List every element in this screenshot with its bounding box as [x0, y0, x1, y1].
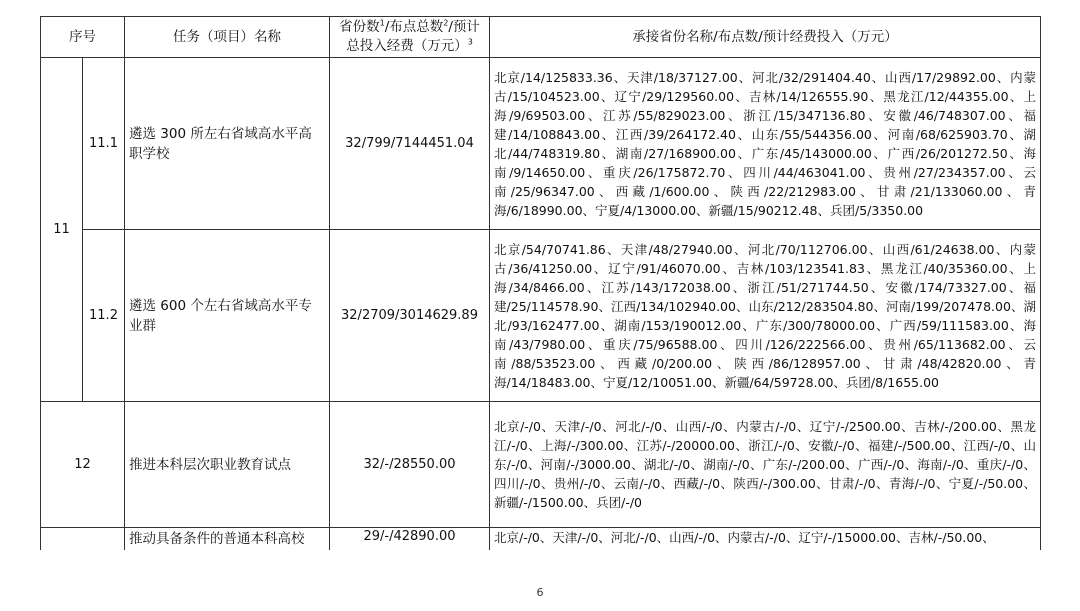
seq-cell: 11	[41, 58, 83, 402]
table-row	[41, 230, 1041, 402]
page-number: 6	[536, 586, 544, 599]
table-row	[41, 58, 1041, 230]
seq-cell	[41, 528, 125, 551]
distribution-cell: 北京/54/70741.86、天津/48/27940.00、河北/70/112706.00、山西/61/24638.00、内蒙古/36/41250.00、辽宁/91/46070.00、吉林/103/123541.83、黑龙江/40/35360.00、上海/34/8466.00、江苏/143/172038.00、浙江/51/271744.50、安徽/174/73327.00、福建/25/114578.90、江西/134/102940.00、山东/212/283504.80、河南/199/207478.00、湖北/93/162477.00、湖南/153/190012.00、广东/300/78000.00、广西/59/111583.00、海南/43/7980.00、重庆/75/96588.00、四川/126/222566.00、贵州/65/113682.00、云南/88/53523.00、西藏/0/200.00、陕西/86/128957.00、甘肃/48/42820.00、青海/14/18483.00、宁夏/12/10051.00、新疆/64/59728.00、兵团/8/1655.00	[490, 230, 1041, 402]
distribution-cell: 北京/14/125833.36、天津/18/37127.00、河北/32/291404.40、山西/17/29892.00、内蒙古/15/104523.00、辽宁/29/129560.00、吉林/14/126555.90、黑龙江/12/44355.00、上海/9/69503.00、江苏/55/829023.00、浙江/15/347136.80、安徽/46/748307.00、福建/14/108843.00、江西/39/264172.40、山东/55/544356.00、河南/68/625903.70、湖北/44/748319.80、湖南/27/168900.00、广东/45/143000.00、广西/26/201272.50、海南/9/14650.00、重庆/26/175872.70、四川/44/463041.00、贵州/27/234357.00、云南/25/96347.00、西藏/1/600.00、陕西/22/212983.00、甘肃/21/133060.00、青海/6/18990.00、宁夏/4/13000.00、新疆/15/90212.48、兵团/5/3350.00	[490, 58, 1041, 230]
task-name-cell: 遴选 300 所左右省域高水平高职学校	[125, 58, 330, 230]
total-cell: 29/-/42890.00	[330, 528, 490, 551]
header-task-name: 任务（项目）名称	[125, 17, 330, 58]
sub-seq-cell: 11.2	[83, 230, 125, 402]
table-header-row	[41, 17, 1041, 58]
sub-seq-cell: 11.1	[83, 58, 125, 230]
table-row	[41, 402, 1041, 528]
task-table	[40, 16, 1041, 550]
task-name-cell: 推进本科层次职业教育试点	[125, 402, 330, 528]
table-row	[41, 528, 1041, 551]
header-seq: 序号	[41, 17, 125, 58]
distribution-cell: 北京/-/0、天津/-/0、河北/-/0、山西/-/0、内蒙古/-/0、辽宁/-/15000.00、吉林/-/50.00、	[490, 528, 1041, 551]
total-cell: 32/799/7144451.04	[330, 58, 490, 230]
seq-cell: 12	[41, 402, 125, 528]
task-name-cell: 推动具备条件的普通本科高校	[125, 528, 330, 551]
header-totals: 省份数$^1$/布点总数$^2$/预计总投入经费（万元）$^3$	[330, 17, 490, 58]
task-name-cell: 遴选 600 个左右省域高水平专业群	[125, 230, 330, 402]
total-cell: 32/-/28550.00	[330, 402, 490, 528]
header-undertake: 承接省份名称/布点数/预计经费投入（万元）	[490, 17, 1041, 58]
total-cell: 32/2709/3014629.89	[330, 230, 490, 402]
distribution-cell: 北京/-/0、天津/-/0、河北/-/0、山西/-/0、内蒙古/-/0、辽宁/-/2500.00、吉林/-/200.00、黑龙江/-/0、上海/-/300.00、江苏/-/20000.00、浙江/-/0、安徽/-/0、福建/-/500.00、江西/-/0、山东/-/0、河南/-/3000.00、湖北/-/0、湖南/-/0、广东/-/200.00、广西/-/0、海南/-/0、重庆/-/0、四川/-/0、贵州/-/0、云南/-/0、西藏/-/0、陕西/-/300.00、甘肃/-/0、青海/-/0、宁夏/-/50.00、新疆/-/1500.00、兵团/-/0	[490, 402, 1041, 528]
